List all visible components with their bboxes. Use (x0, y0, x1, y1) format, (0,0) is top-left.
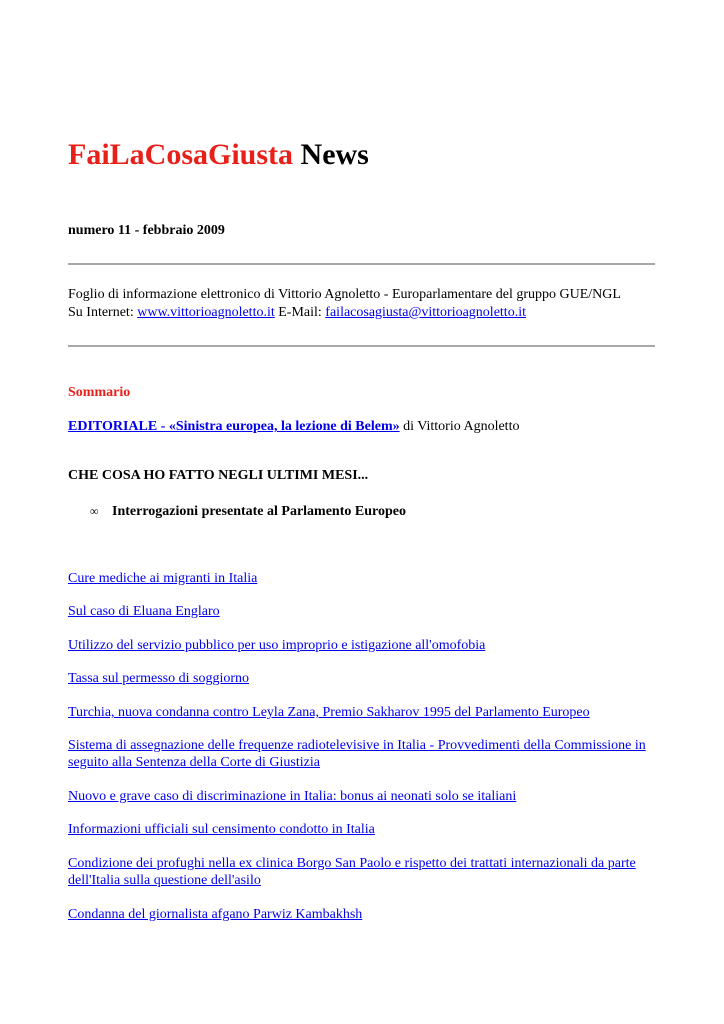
section-heading: CHE COSA HO FATTO NEGLI ULTIMI MESI... (68, 468, 369, 483)
editoriale-author: di Vittorio Agnoletto (403, 419, 520, 434)
title-news: News (300, 138, 369, 171)
issue-number: numero 11 - febbraio 2009 (68, 223, 225, 238)
interrogazione-link[interactable]: Informazioni ufficiali sul censimento condotto in Italia (68, 822, 375, 837)
sommario-heading: Sommario (68, 385, 131, 400)
bullet-label: Interrogazioni presentate al Parlamento Europeo (112, 504, 406, 519)
bullet-item (90, 502, 406, 521)
interrogazione-link[interactable]: Tassa sul permesso di soggiorno (68, 671, 250, 686)
interrogazione-link[interactable]: Condizione dei profughi nella ex clinica Borgo San Paolo e rispetto dei trattati internazionali da parte dell'Italia sulla questione dell'asilo (68, 856, 636, 888)
interrogazione-link[interactable]: Sul caso di Eluana Englaro (68, 604, 220, 619)
interrogazione-link[interactable]: Turchia, nuova condanna contro Leyla Zana, Premio Sakharov 1995 del Parlamento Europeo (68, 705, 590, 720)
divider-top (68, 263, 655, 265)
interrogazione-link[interactable]: Condanna del giornalista afgano Parwiz Kambakhsh (68, 907, 363, 922)
intro-description: Foglio di informazione elettronico di Vittorio Agnoletto - Europarlamentare del gruppo GUE/NGL (68, 287, 621, 302)
editoriale-link[interactable]: EDITORIALE - «Sinistra europea, la lezione di Belem» (68, 419, 400, 434)
intro-block (68, 286, 621, 322)
interrogazione-link[interactable]: Sistema di assegnazione delle frequenze radiotelevisive in Italia - Provvedimenti della Commissione in seguito alla Sentenza della Corte di Giustizia (68, 738, 646, 770)
website-link[interactable]: www.vittorioagnoletto.it (137, 305, 275, 320)
newsletter-title (68, 136, 369, 174)
interrogazione-link[interactable]: Utilizzo del servizio pubblico per uso improprio e istigazione all'omofobia (68, 638, 486, 653)
editoriale-line (68, 418, 519, 436)
title-brand: FaiLaCosaGiusta (68, 138, 294, 171)
infinity-bullet-icon: ∞ (90, 504, 99, 518)
interrogazione-link[interactable]: Nuovo e grave caso di discriminazione in Italia: bonus ai neonati solo se italiani (68, 789, 517, 804)
internet-label: Su Internet: (68, 305, 134, 320)
email-link[interactable]: failacosagiusta@vittorioagnoletto.it (325, 305, 526, 320)
email-label: E-Mail: (278, 305, 322, 320)
interrogazione-link[interactable]: Cure mediche ai migranti in Italia (68, 571, 258, 586)
divider-bottom (68, 345, 655, 347)
intro-contacts (68, 304, 621, 322)
